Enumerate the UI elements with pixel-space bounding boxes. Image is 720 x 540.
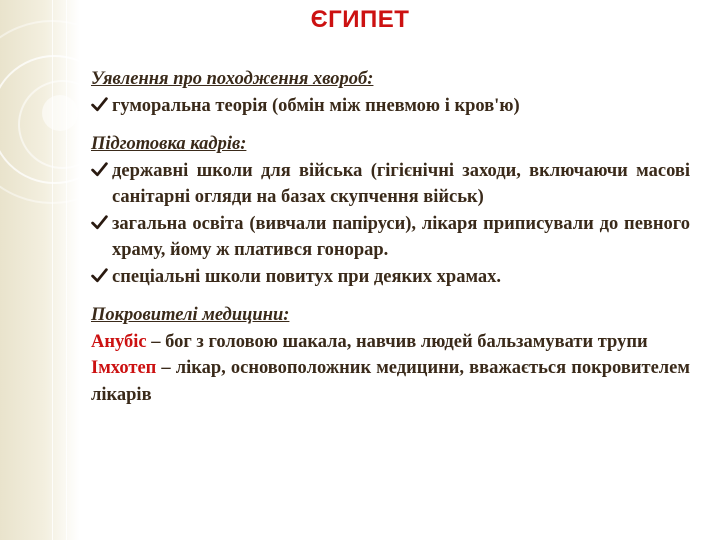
bullet-text: гуморальна теорія (обмін між пневмою і кров'ю)	[112, 95, 520, 116]
patron-description: – лікар, основоположник медицини, вважається покровителем лікарів	[91, 358, 690, 405]
checkmark-icon	[91, 161, 108, 178]
patron-name: Імхотеп	[91, 358, 157, 378]
decorative-line	[66, 0, 67, 540]
checkmark-icon	[91, 267, 108, 284]
section-heading-staff-training: Підготовка кадрів:	[91, 134, 247, 154]
bullet-text: державні школи для війська (гігієнічні заходи, включаючи масові санітарні огляди на базах скупчення військ)	[112, 160, 690, 207]
bullet-item	[91, 158, 690, 211]
patron-entry	[91, 355, 690, 408]
decorative-background-band	[0, 0, 80, 540]
decorative-disc	[42, 95, 78, 131]
bullet-item	[91, 211, 690, 264]
checkmark-icon	[91, 96, 108, 113]
patron-entry	[91, 329, 690, 356]
patron-description: – бог з головою шакала, навчив людей бальзамувати трупи	[146, 331, 648, 352]
bullet-item	[91, 264, 690, 291]
section-heading-disease-origin: Уявлення про походження хвороб:	[91, 69, 374, 89]
checkmark-icon	[91, 214, 108, 231]
patron-name: Анубіс	[91, 331, 147, 352]
bullet-text: спеціальні школи повитух при деяких храмах.	[112, 266, 502, 287]
bullet-text: загальна освіта (вивчали папіруси), лікаря приписували до певного храму, йому ж платився гонорар.	[112, 213, 690, 260]
section-heading-patrons: Покровителі медицини:	[91, 305, 290, 325]
slide-title: ЄГИПЕТ	[310, 6, 410, 33]
bullet-item	[91, 93, 690, 120]
slide-content	[91, 66, 690, 408]
decorative-line	[52, 0, 53, 540]
